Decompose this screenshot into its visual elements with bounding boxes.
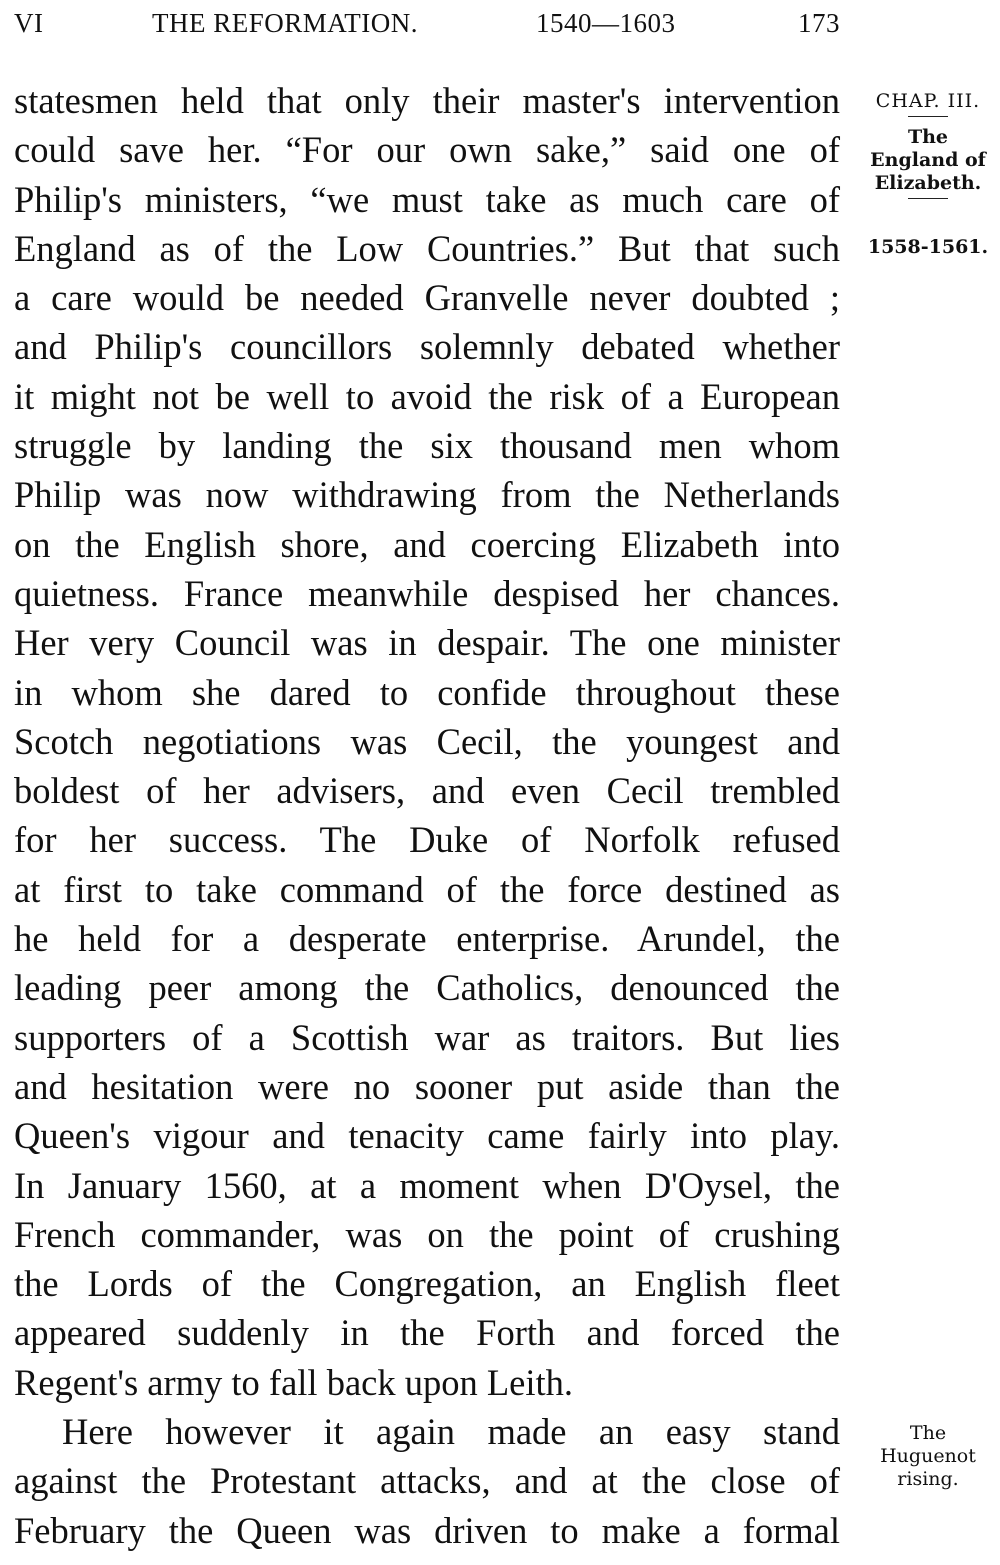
paragraph-2 [14, 1407, 840, 1555]
text-line: Regent's army to fall back upon Leith. [14, 1361, 573, 1403]
text-line: Her very Council was in despair. The one minister [14, 622, 840, 664]
text-line: and hesitation were no sooner put aside than the [14, 1065, 840, 1107]
text-line: Here however it again made an easy stand [62, 1411, 840, 1453]
marginal-topic-huguenot [858, 1422, 998, 1491]
text-line: England as of the Low Countries.” But that such [14, 227, 840, 269]
marginal-dates [858, 236, 998, 258]
text-line: Philip was now withdrawing from the Netherlands [14, 474, 840, 516]
divider [908, 116, 948, 117]
text-line: supporters of a Scottish war as traitors. But lies [14, 1016, 840, 1058]
text-line: quietness. France meanwhile despised her chances. [14, 572, 840, 614]
body-text [14, 76, 840, 1555]
text-line: it might not be well to avoid the risk of a European [14, 375, 840, 417]
marginal-topic-england [858, 126, 998, 199]
running-head-dates: 1540—1603 [536, 8, 676, 38]
text-line: struggle by landing the six thousand men whom [14, 425, 840, 467]
page-number: 173 [798, 8, 840, 38]
divider [908, 198, 948, 199]
running-head-title: THE REFORMATION. [152, 8, 419, 38]
text-line: In January 1560, at a moment when D'Oysel, the [14, 1164, 840, 1206]
text-line: a care would be needed Granvelle never doubted ; [14, 277, 840, 319]
marginal-chapter-label [858, 90, 998, 117]
text-line: against the Protestant attacks, and at the close of [14, 1460, 840, 1502]
marginal-topic-line: The [907, 126, 949, 148]
text-line: Scotch negotiations was Cecil, the youngest and [14, 720, 840, 762]
text-line: and Philip's councillors solemnly debated whether [14, 326, 840, 368]
running-head [14, 4, 840, 44]
running-head-section: VI [14, 8, 44, 38]
marginal-topic-line: Huguenot [880, 1445, 976, 1467]
text-line: appeared suddenly in the Forth and forced the [14, 1312, 840, 1354]
text-line: Queen's vigour and tenacity came fairly into play. [14, 1115, 840, 1157]
text-line: February the Queen was driven to make a formal [14, 1509, 840, 1551]
text-line: in whom she dared to confide throughout these [14, 671, 840, 713]
marginal-topic-line: The [909, 1422, 947, 1444]
marginal-topic-line: Elizabeth. [874, 172, 982, 194]
text-line: French commander, was on the point of crushing [14, 1213, 840, 1255]
text-line: Philip's ministers, “we must take as much care of [14, 178, 840, 220]
text-line: boldest of her advisers, and even Cecil trembled [14, 770, 840, 812]
marginal-topic-line: England of [870, 149, 986, 171]
text-line: on the English shore, and coercing Elizabeth into [14, 523, 840, 565]
text-line: the Lords of the Congregation, an English fleet [14, 1263, 840, 1305]
text-line: statesmen held that only their master's intervention [14, 80, 840, 121]
text-line: leading peer among the Catholics, denounced the [14, 967, 840, 1009]
text-line: for her success. The Duke of Norfolk refused [14, 819, 840, 861]
marginal-topic-line: rising. [897, 1468, 959, 1490]
text-line: he held for a desperate enterprise. Arundel, the [14, 918, 840, 960]
marginal-date-range: 1558-1561. [867, 236, 989, 258]
chapter-label: CHAP. III. [875, 90, 981, 112]
paragraph-1 [14, 76, 840, 1407]
text-line: at first to take command of the force destined as [14, 868, 840, 910]
text-line: could save her. “For our own sake,” said one of [14, 129, 840, 171]
